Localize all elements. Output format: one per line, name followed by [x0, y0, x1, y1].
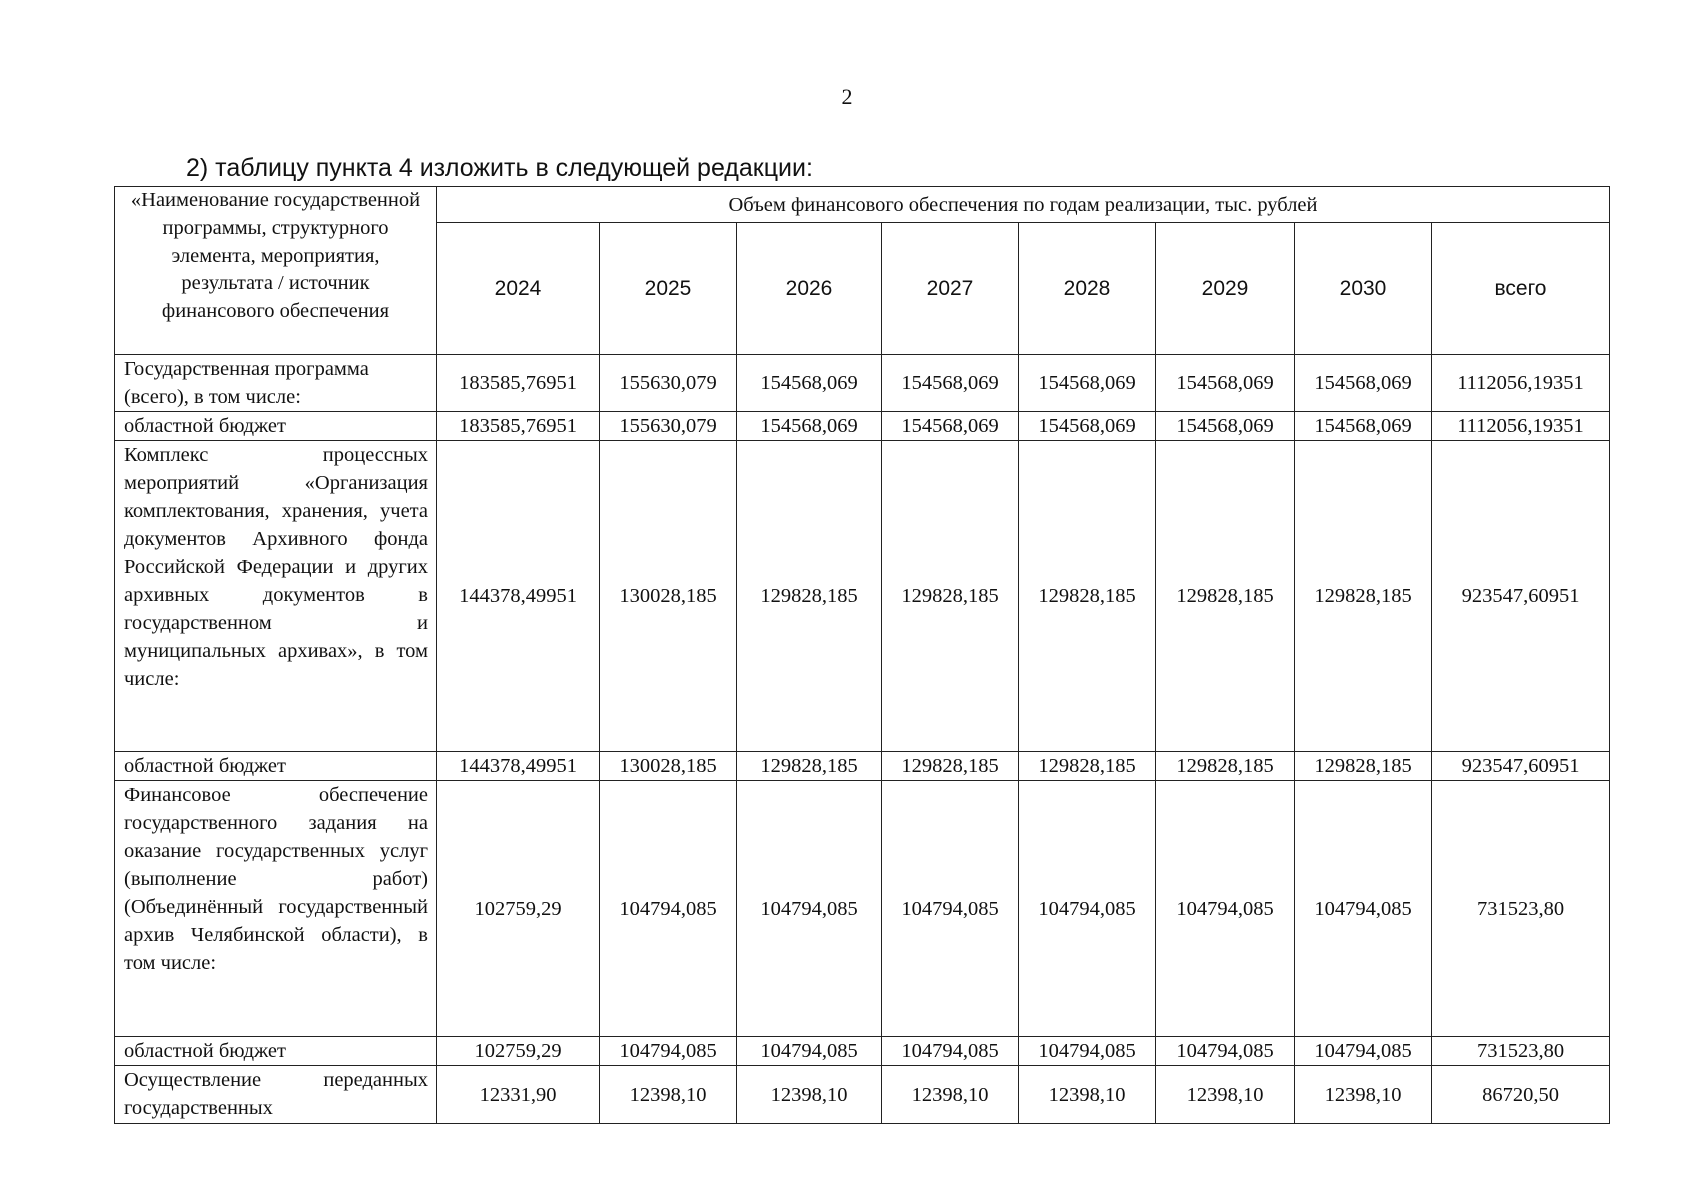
- cell-value: 104794,085: [737, 781, 882, 1037]
- cell-value: 104794,085: [1019, 781, 1156, 1037]
- cell-value: 129828,185: [1295, 441, 1432, 752]
- cell-value: 183585,76951: [437, 355, 600, 412]
- cell-value: 130028,185: [600, 752, 737, 781]
- cell-value: 104794,085: [1156, 1037, 1295, 1066]
- cell-value: 154568,069: [1156, 412, 1295, 441]
- cell-value: 12398,10: [882, 1066, 1019, 1124]
- cell-value: 1112056,19351: [1432, 412, 1610, 441]
- cell-value: 104794,085: [737, 1037, 882, 1066]
- header-year: 2030: [1295, 223, 1432, 355]
- cell-value: 923547,60951: [1432, 752, 1610, 781]
- cell-value: 86720,50: [1432, 1066, 1610, 1124]
- cell-value: 104794,085: [882, 781, 1019, 1037]
- cell-value: 104794,085: [1295, 781, 1432, 1037]
- cell-value: 12331,90: [437, 1066, 600, 1124]
- table-row: [115, 752, 1610, 781]
- table-row: [115, 412, 1610, 441]
- row-name: областной бюджет: [115, 412, 437, 441]
- header-year: 2024: [437, 223, 600, 355]
- cell-value: 102759,29: [437, 1037, 600, 1066]
- cell-value: 923547,60951: [1432, 441, 1610, 752]
- row-name: Осуществление переданных государственных: [115, 1066, 437, 1124]
- header-total: всего: [1432, 223, 1610, 355]
- cell-value: 130028,185: [600, 441, 737, 752]
- cell-value: 12398,10: [737, 1066, 882, 1124]
- table-row: [115, 781, 1610, 1037]
- cell-value: 129828,185: [882, 752, 1019, 781]
- cell-value: 104794,085: [600, 1037, 737, 1066]
- cell-value: 102759,29: [437, 781, 600, 1037]
- cell-value: 129828,185: [737, 441, 882, 752]
- funding-table: [114, 186, 1610, 1124]
- header-group-title: Объем финансового обеспечения по годам реализации, тыс. рублей: [437, 187, 1610, 223]
- cell-value: 144378,49951: [437, 441, 600, 752]
- cell-value: 154568,069: [1019, 412, 1156, 441]
- cell-value: 104794,085: [600, 781, 737, 1037]
- table-row: [115, 441, 1610, 752]
- header-year: 2027: [882, 223, 1019, 355]
- cell-value: 104794,085: [1295, 1037, 1432, 1066]
- cell-value: 154568,069: [882, 355, 1019, 412]
- cell-value: 129828,185: [1019, 441, 1156, 752]
- cell-value: 154568,069: [882, 412, 1019, 441]
- cell-value: 129828,185: [1156, 752, 1295, 781]
- cell-value: 154568,069: [1019, 355, 1156, 412]
- cell-value: 12398,10: [1295, 1066, 1432, 1124]
- cell-value: 12398,10: [600, 1066, 737, 1124]
- header-row-group: [115, 187, 1610, 223]
- cell-value: 104794,085: [1019, 1037, 1156, 1066]
- cell-value: 155630,079: [600, 412, 737, 441]
- row-name: Финансовое обеспечение государственного задания на оказание государственных услуг (выполнение работ) (Объединённый государственный архив Челябинской области), в том числе:: [115, 781, 437, 1037]
- cell-value: 154568,069: [1295, 355, 1432, 412]
- cell-value: 731523,80: [1432, 781, 1610, 1037]
- cell-value: 1112056,19351: [1432, 355, 1610, 412]
- table-row: [115, 1066, 1610, 1124]
- table-row: [115, 355, 1610, 412]
- cell-value: 155630,079: [600, 355, 737, 412]
- cell-value: 154568,069: [1156, 355, 1295, 412]
- intro-text: 2) таблицу пункта 4 изложить в следующей редакции:: [186, 154, 813, 182]
- row-name: областной бюджет: [115, 752, 437, 781]
- header-year: 2029: [1156, 223, 1295, 355]
- header-year: 2026: [737, 223, 882, 355]
- cell-value: 183585,76951: [437, 412, 600, 441]
- cell-value: 12398,10: [1156, 1066, 1295, 1124]
- cell-value: 154568,069: [737, 355, 882, 412]
- row-name: Комплекс процессных мероприятий «Организация комплектования, хранения, учета документов Архивного фонда Российской Федерации и других архивных документов в государственном и муниципальных архивах», в том числе:: [115, 441, 437, 752]
- cell-value: 104794,085: [882, 1037, 1019, 1066]
- cell-value: 144378,49951: [437, 752, 600, 781]
- header-name-column: «Наименование государственной программы, структурного элемента, мероприятия, результата / источник финансового обеспечения: [115, 187, 437, 355]
- cell-value: 129828,185: [882, 441, 1019, 752]
- cell-value: 104794,085: [1156, 781, 1295, 1037]
- cell-value: 731523,80: [1432, 1037, 1610, 1066]
- row-name: Государственная программа (всего), в том числе:: [115, 355, 437, 412]
- cell-value: 129828,185: [1156, 441, 1295, 752]
- cell-value: 129828,185: [1019, 752, 1156, 781]
- cell-value: 154568,069: [1295, 412, 1432, 441]
- header-year: 2028: [1019, 223, 1156, 355]
- header-year: 2025: [600, 223, 737, 355]
- cell-value: 129828,185: [1295, 752, 1432, 781]
- table-row: [115, 1037, 1610, 1066]
- row-name: областной бюджет: [115, 1037, 437, 1066]
- cell-value: 12398,10: [1019, 1066, 1156, 1124]
- page-number: 2: [841, 84, 853, 109]
- cell-value: 154568,069: [737, 412, 882, 441]
- cell-value: 129828,185: [737, 752, 882, 781]
